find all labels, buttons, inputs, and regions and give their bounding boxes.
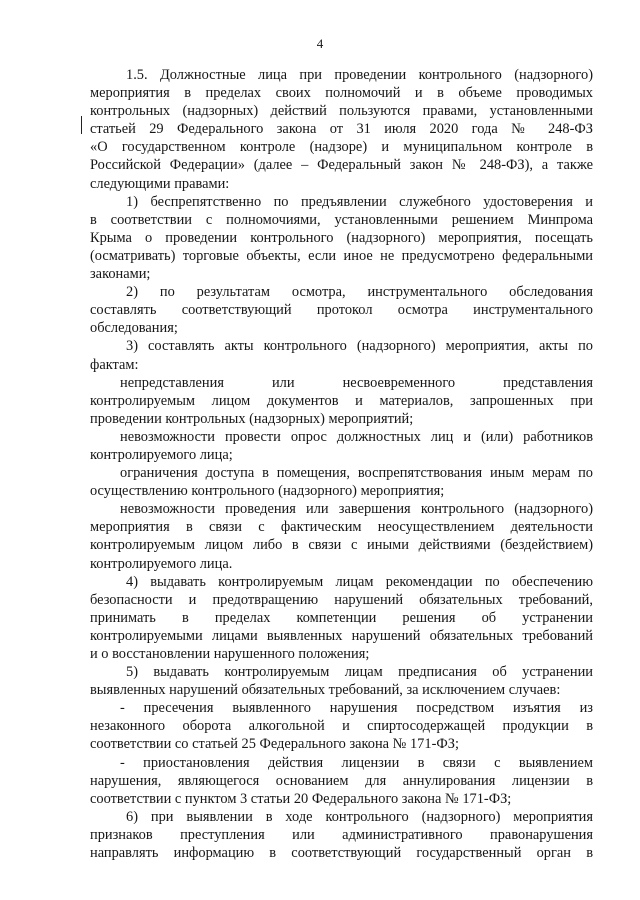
text-line: в соответствии с полномочиями, установленными решением Минпрома (90, 211, 593, 228)
margin-mark (81, 116, 82, 134)
text-line: соответствии с пунктом 3 статьи 20 Федерального закона № 171-ФЗ; (90, 790, 512, 807)
text-line: контролируемого лица; (90, 446, 233, 463)
paragraph-item-1 (90, 193, 593, 283)
text-line: «О государственном контроле (надзоре) и муниципальном контроле в (90, 139, 593, 156)
text-line: и о восстановлении нарушенного положения; (90, 646, 370, 662)
text-line: мероприятия в пределах своих полномочий и в объеме проводимых (90, 85, 593, 102)
text-line: 6) при выявлении в ходе контрольного (надзорного) мероприятия (126, 808, 593, 825)
text-line: 1) беспрепятственно по предъявлении служебного удостоверения и (126, 193, 593, 210)
text-line: следующими правами: (90, 175, 230, 192)
text-line: - приостановления действия лицензии в связи с выявлением (120, 754, 593, 771)
text-line: нарушения, являющегося основанием для аннулирования лицензии в (90, 772, 593, 789)
text-line: 1.5. Должностные лица при проведении контрольного (надзорного) (126, 67, 593, 83)
text-line: соответствии со статьей 25 Федерального закона № 171-ФЗ; (90, 736, 459, 753)
text-line: статьей 29 Федерального закона от 31 июля 2020 года № 248-ФЗ (90, 121, 593, 138)
text-line: безопасности и предотвращению нарушений обязательных требований, (90, 591, 593, 608)
text-line: контролируемыми лицами выявленных нарушений обязательных требований (90, 627, 593, 644)
paragraph-item-4 (90, 573, 593, 663)
text-line: контролируемым лицом либо в связи с иными действиями (бездействием) (90, 537, 593, 554)
paragraph-item-3-b (90, 428, 593, 464)
text-line: контролируемого лица. (90, 555, 233, 572)
paragraph-item-2 (90, 283, 593, 337)
text-line: (осматривать) торговые объекты, если иное не предусмотрено федеральными (90, 247, 593, 264)
text-line: - пресечения выявленного нарушения посредством изъятия из (120, 700, 593, 717)
text-line: 2) по результатам осмотра, инструментального обследования (126, 284, 593, 301)
paragraph-item-5-b (90, 754, 593, 808)
text-line: 4) выдавать контролируемым лицам рекомендации по обеспечению (126, 573, 593, 590)
paragraph-item-5 (90, 663, 593, 699)
text-line: проведении контрольных (надзорных) мероприятий; (90, 410, 414, 427)
paragraph-item-3-a (90, 374, 593, 428)
text-line: осуществлению контрольного (надзорного) мероприятия; (90, 483, 445, 500)
paragraph-item-3-d (90, 500, 593, 572)
text-line: Крыма о проведении контрольного (надзорного) мероприятия, посещать (90, 229, 593, 246)
text-line: выявленных нарушений обязательных требований, за исключением случаев: (90, 682, 561, 699)
paragraph-p1-5 (90, 66, 593, 193)
text-line: составлять соответствующий протокол осмотра инструментального (90, 302, 593, 319)
text-line: невозможности провести опрос должностных лиц и (или) работников (120, 428, 593, 445)
text-line: контрольных (надзорных) действий пользуются правами, установленными (90, 103, 593, 120)
document-body (90, 66, 593, 862)
paragraph-item-5-a (90, 699, 593, 753)
text-line: незаконного оборота алкогольной и спиртосодержащей продукции в (90, 718, 593, 735)
text-line: законами; (90, 266, 151, 283)
page-number: 4 (316, 36, 324, 51)
text-line: невозможности проведения или завершения контрольного (надзорного) (120, 501, 593, 518)
paragraph-item-3-c (90, 464, 593, 500)
text-line: признаков преступления или административного правонарушения (90, 826, 593, 843)
text-line: мероприятия в связи с фактическим неосуществлением деятельности (90, 519, 593, 536)
paragraph-item-3 (90, 337, 593, 373)
paragraph-item-6 (90, 808, 593, 862)
text-line: 3) составлять акты контрольного (надзорного) мероприятия, акты по (126, 338, 593, 355)
text-line: контролируемым лицом документов и материалов, запрошенных при (90, 392, 593, 409)
text-line: ограничения доступа в помещения, воспрепятствования иным мерам по (120, 465, 593, 482)
text-line: принимать в пределах компетенции решения об устранении (90, 609, 593, 626)
text-line: обследования; (90, 320, 178, 337)
text-line: фактам: (90, 356, 139, 373)
text-line: Российской Федерации» (далее – Федеральный закон № 248-ФЗ), а также (90, 157, 593, 174)
text-line: направлять информацию в соответствующий государственный орган в (90, 845, 593, 862)
text-line: 5) выдавать контролируемым лицам предписания об устранении (126, 664, 593, 681)
text-line: непредставления или несвоевременного представления (120, 374, 593, 391)
